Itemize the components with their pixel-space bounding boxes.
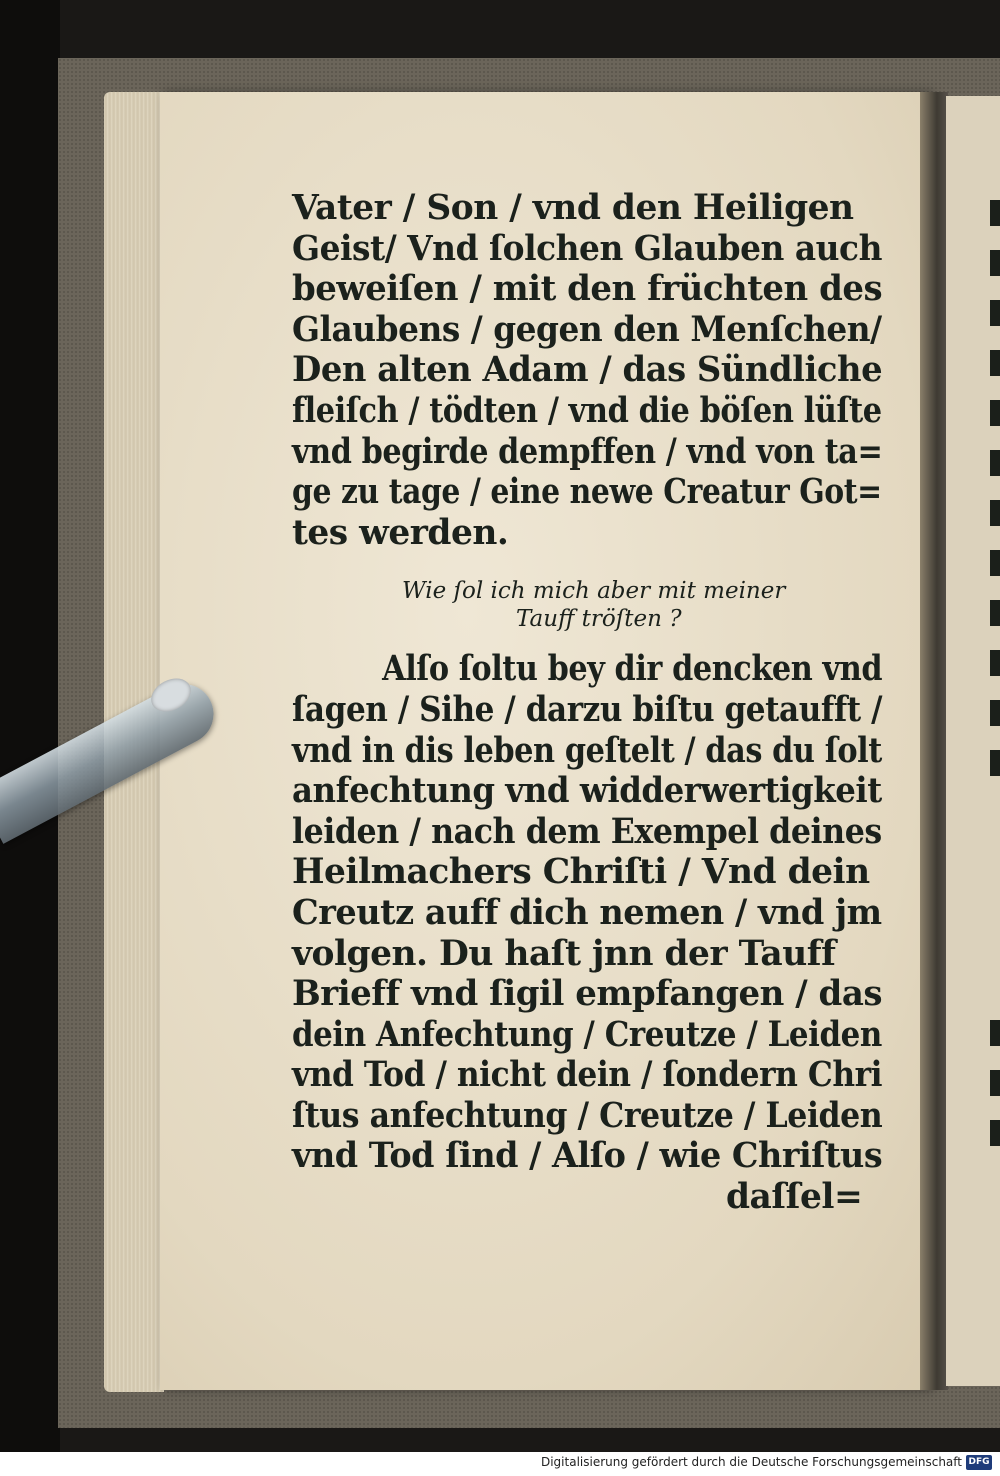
paragraph-2 <box>292 649 892 1177</box>
page-text <box>292 188 892 1218</box>
text-line: Brieff vnd ſigil empfangen / das <box>292 973 883 1015</box>
text-line: ge zu tage / eine newe Creatur Got= <box>292 471 882 513</box>
text-line: vnd Tod ſind / Alſo / wie Chriſtus <box>292 1135 883 1177</box>
text-line: Heilmachers Chriſti / Vnd dein <box>292 851 870 893</box>
text-line: vnd Tod / nicht dein / ſondern Chri <box>292 1054 883 1096</box>
background-left <box>0 0 60 1476</box>
text-line: Geist/ Vnd ſolchen Glauben auch <box>292 227 882 269</box>
text-line: ſagen / Sihe / darzu biſtu getaufft / <box>292 688 883 730</box>
paragraph-1 <box>292 188 892 553</box>
text-line: vnd begirde dempffen / vnd von ta= <box>292 430 883 472</box>
book-gutter <box>920 92 948 1390</box>
text-line: tes werden. <box>292 511 509 553</box>
text-line: ſtus anfechtung / Creutze / Leiden <box>292 1094 883 1136</box>
text-line: anfechtung vnd widderwertigkeit <box>292 770 882 812</box>
text-line: Creutz auff dich nemen / vnd jm <box>292 891 882 933</box>
heading-line: Wie ſol ich mich aber mit meiner <box>402 578 786 605</box>
text-line: Glaubens / gegen den Menſchen/ <box>292 308 882 350</box>
text-line: fleiſch / tödten / vnd die böſen lüſte <box>292 389 882 431</box>
heading-line: Tauff tröſten ? <box>516 606 682 633</box>
facing-page-text-edge <box>990 190 1000 1190</box>
text-line: vnd in dis leben geſtelt / das du ſolt <box>292 729 882 771</box>
catchword: daſſel= <box>725 1176 863 1218</box>
dfg-logo-icon: DFG <box>966 1455 992 1470</box>
text-line: beweiſen / mit den früchten des <box>292 268 883 310</box>
section-heading <box>292 577 892 633</box>
text-line: Den alten Adam / das Sündliche <box>292 349 883 391</box>
text-line: dein Anfechtung / Creutze / Leiden <box>292 1013 882 1055</box>
text-line: volgen. Du haſt jnn der Tauff <box>292 932 836 974</box>
text-line: leiden / nach dem Exempel deines <box>292 810 882 852</box>
footer-credit: Digitalisierung gefördert durch die Deutsche Forschungsgemeinschaft <box>540 1455 962 1469</box>
text-line: Alſo ſoltu bey dir dencken vnd <box>382 648 883 690</box>
text-line: Vater / Son / vnd den Heiligen <box>292 187 854 228</box>
